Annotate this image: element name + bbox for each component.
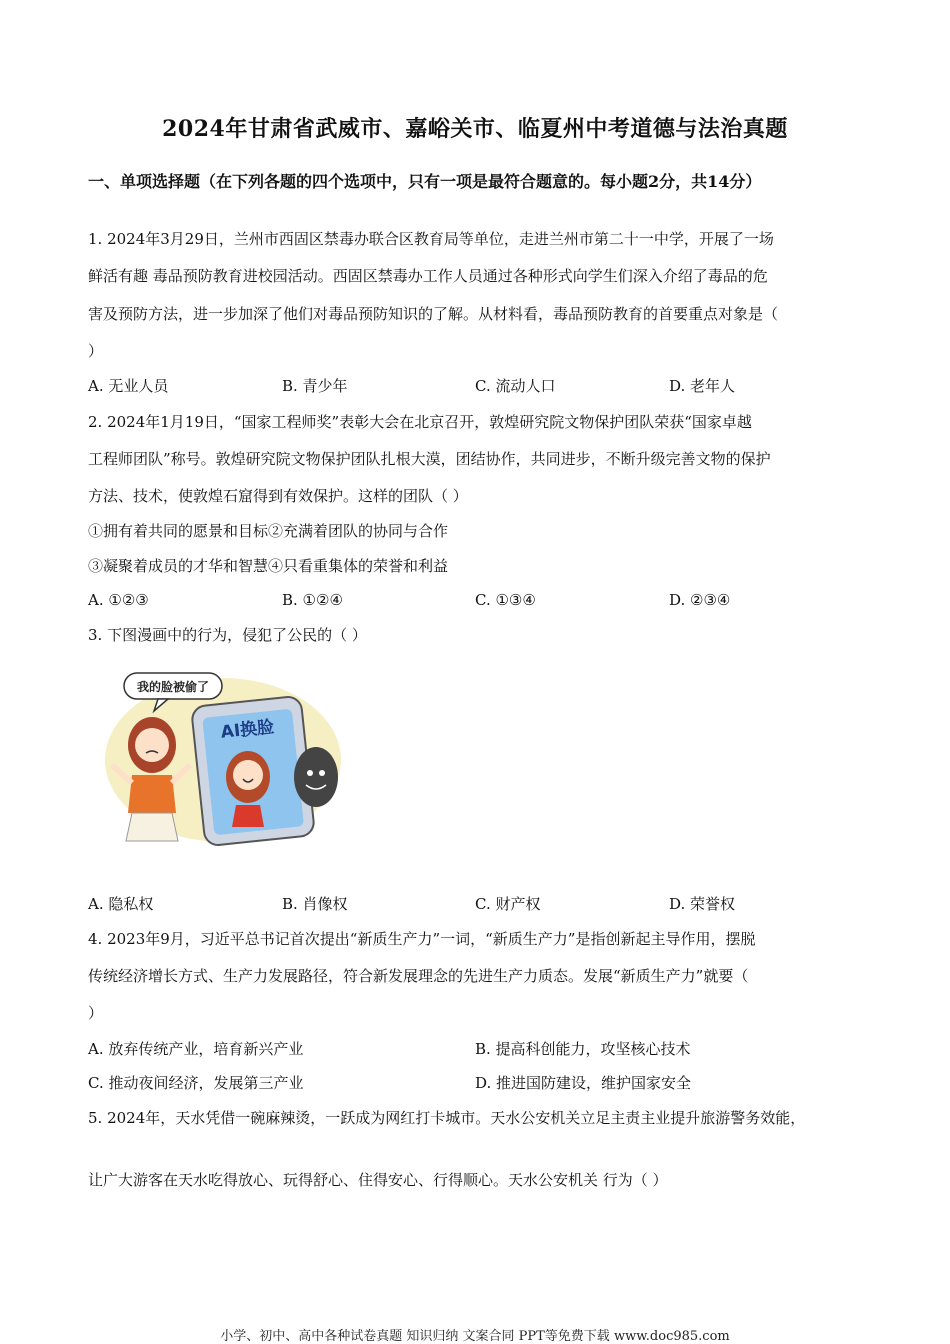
q3-stem: 3. 下图漫画中的行为，侵犯了公民的（ ） — [88, 626, 367, 644]
bubble-text: 我的脸被偷了 — [136, 680, 210, 694]
screen-face — [233, 760, 263, 790]
q1-line-3: 害及预防方法，进一步加深了他们对毒品预防知识的了解。从材料看，毒品预防教育的首要重点对象是（ — [88, 305, 779, 323]
q2-line-2: 工程师团队”称号。敦煌研究院文物保护团队扎根大漠，团结协作，共同进步，不断升级完善文物的保护 — [88, 450, 771, 468]
screen-text: AI换脸 — [219, 717, 276, 743]
woman-skirt — [126, 813, 178, 841]
q4-option-d[interactable]: D. 推进国防建设，维护国家安全 — [475, 1074, 692, 1092]
q3-option-c[interactable]: C. 财产权 — [475, 895, 541, 913]
q2-line-1: 2. 2024年1月19日，“国家工程师奖”表彰大会在北京召开，敦煌研究院文物保护团队荣获“国家卓越 — [88, 413, 752, 431]
q3-option-d[interactable]: D. 荣誉权 — [669, 895, 736, 913]
q2-option-b[interactable]: B. ①②④ — [282, 591, 343, 609]
q1-line-2: 鲜活有趣 毒品预防教育进校园活动。西固区禁毒办工作人员通过各种形式向学生们深入介绍了毒品的危 — [88, 267, 768, 285]
q1-line-1: 1. 2024年3月29日，兰州市西固区禁毒办联合区教育局等单位，走进兰州市第二十一中学，开展了一场 — [88, 230, 774, 248]
q2-option-a[interactable]: A. ①②③ — [88, 591, 149, 609]
q4-line-2: 传统经济增长方式、生产力发展路径，符合新发展理念的先进生产力质态。发展“新质生产力”就要（ — [88, 967, 749, 985]
q3-option-b[interactable]: B. 肖像权 — [282, 895, 348, 913]
page-title: 2024年甘肃省武威市、嘉峪关市、临夏州中考道德与法治真题 — [162, 116, 788, 142]
ai-face-swap-comic — [98, 665, 348, 850]
q2-option-d[interactable]: D. ②③④ — [669, 591, 731, 609]
q2-statement-1: ①拥有着共同的愿景和目标②充满着团队的协同与合作 — [88, 522, 449, 540]
woman-face — [135, 728, 169, 762]
screen-body — [232, 805, 264, 827]
q1-option-d[interactable]: D. 老年人 — [669, 377, 736, 395]
thief-figure — [294, 747, 338, 807]
q2-statement-2: ③凝聚着成员的才华和智慧④只看重集体的荣誉和利益 — [88, 557, 449, 575]
q5-line-2: 让广大游客在天水吃得放心、玩得舒心、住得安心、行得顺心。天水公安机关 行为（ ） — [88, 1171, 668, 1189]
q1-option-b[interactable]: B. 青少年 — [282, 377, 348, 395]
q5-line-1: 5. 2024年，天水凭借一碗麻辣烫，一跃成为网红打卡城市。天水公安机关立足主责主业提升旅游警务效能， — [88, 1109, 806, 1127]
q1-option-a[interactable]: A. 无业人员 — [88, 377, 169, 395]
q2-line-3: 方法、技术，使敦煌石窟得到有效保护。这样的团队（ ） — [88, 487, 468, 505]
woman-shirt — [128, 775, 176, 813]
q2-option-c[interactable]: C. ①③④ — [475, 591, 536, 609]
q4-line-3: ） — [88, 1004, 104, 1022]
q4-option-b[interactable]: B. 提高科创能力，攻坚核心技术 — [475, 1040, 691, 1058]
section-heading: 一、单项选择题（在下列各题的四个选项中，只有一项是最符合题意的。每小题2分，共14分） — [88, 172, 762, 191]
q4-line-1: 4. 2023年9月，习近平总书记首次提出“新质生产力”一词，“新质生产力”是指创新起主导作用，摆脱 — [88, 930, 756, 948]
q1-option-c[interactable]: C. 流动人口 — [475, 377, 556, 395]
q1-line-4: ） — [88, 342, 104, 360]
page-footer: 小学、初中、高中各种试卷真题 知识归纳 文案合同 PPT等免费下载 www.doc985.com — [220, 1329, 730, 1344]
q4-option-a[interactable]: A. 放弃传统产业，培育新兴产业 — [88, 1040, 304, 1058]
q3-option-a[interactable]: A. 隐私权 — [88, 895, 154, 913]
q4-option-c[interactable]: C. 推动夜间经济，发展第三产业 — [88, 1074, 304, 1092]
